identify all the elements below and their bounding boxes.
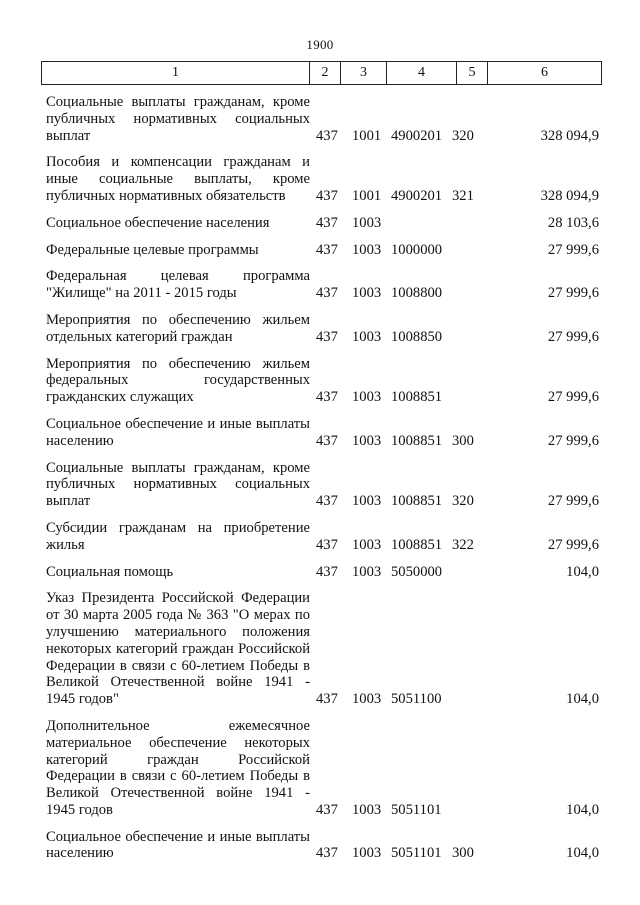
table-row — [46, 154, 602, 204]
row-name: Социальное обеспечение и иные выплаты населению — [46, 828, 310, 862]
target-item-code: 1008851 — [391, 389, 443, 406]
amount: 27 999,6 — [547, 536, 599, 553]
section-code: 1003 — [352, 389, 382, 406]
table-row — [46, 460, 602, 510]
grbs-code: 437 — [316, 389, 338, 406]
target-item-code: 1008851 — [391, 536, 443, 553]
row-codes — [46, 564, 602, 581]
row-codes — [46, 691, 602, 708]
table-header — [41, 61, 602, 85]
row-name: Дополнительное ежемесячное материальное обеспечение некоторых категорий граждан Российской Федерации в связи с 60-летием Победы в Великой Отечественной войне 1941 - 1945 годов — [46, 717, 310, 818]
table-row — [46, 356, 602, 406]
table-row — [46, 94, 602, 144]
table-row — [46, 242, 602, 259]
section-code: 1003 — [352, 563, 382, 580]
column-header-4: 4 — [387, 62, 457, 84]
row-name: Федеральные целевые программы — [46, 241, 259, 258]
row-codes — [46, 802, 602, 819]
grbs-code: 437 — [316, 845, 338, 862]
section-code: 1003 — [352, 285, 382, 302]
row-name: Социальные выплаты гражданам, кроме публичных нормативных социальных выплат — [46, 94, 310, 144]
amount: 104,0 — [566, 563, 599, 580]
section-code: 1001 — [352, 127, 382, 144]
grbs-code: 437 — [316, 127, 338, 144]
column-header-5: 5 — [457, 62, 488, 84]
table-row — [46, 564, 602, 581]
target-item-code: 5050000 — [391, 563, 443, 580]
row-name: Социальное обеспечение и иные выплаты населению — [46, 415, 310, 449]
column-header-2: 2 — [310, 62, 341, 84]
target-item-code: 4900201 — [391, 127, 443, 144]
expense-type-code: 320 — [452, 493, 474, 510]
row-name: Федеральная целевая программа "Жилище" на 2011 - 2015 годы — [46, 268, 310, 302]
amount: 104,0 — [566, 801, 599, 818]
amount: 27 999,6 — [547, 328, 599, 345]
row-name: Субсидии гражданам на приобретение жилья — [46, 519, 310, 553]
column-header-1: 1 — [42, 62, 310, 84]
amount: 27 999,6 — [547, 285, 599, 302]
amount: 104,0 — [566, 691, 599, 708]
target-item-code: 5051100 — [391, 691, 442, 708]
grbs-code: 437 — [316, 536, 338, 553]
target-item-code: 5051101 — [391, 801, 442, 818]
expense-type-code: 300 — [452, 432, 474, 449]
target-item-code: 1000000 — [391, 241, 443, 258]
amount: 27 999,6 — [547, 241, 599, 258]
target-item-code: 4900201 — [391, 187, 443, 204]
grbs-code: 437 — [316, 493, 338, 510]
amount: 328 094,9 — [540, 187, 599, 204]
grbs-code: 437 — [316, 285, 338, 302]
grbs-code: 437 — [316, 214, 338, 231]
amount: 27 999,6 — [547, 389, 599, 406]
row-codes — [46, 242, 602, 259]
section-code: 1003 — [352, 214, 382, 231]
grbs-code: 437 — [316, 328, 338, 345]
section-code: 1003 — [352, 801, 382, 818]
grbs-code: 437 — [316, 432, 338, 449]
amount: 28 103,6 — [547, 214, 599, 231]
row-name: Мероприятия по обеспечению жильем отдельных категорий граждан — [46, 311, 310, 345]
row-codes — [46, 215, 602, 232]
section-code: 1001 — [352, 187, 382, 204]
row-name: Мероприятия по обеспечению жильем федеральных государственных гражданских служащих — [46, 355, 310, 406]
section-code: 1003 — [352, 241, 382, 258]
section-code: 1003 — [352, 432, 382, 449]
target-item-code: 1008850 — [391, 328, 443, 345]
section-code: 1003 — [352, 493, 382, 510]
section-code: 1003 — [352, 691, 382, 708]
expense-type-code: 300 — [452, 845, 474, 862]
expense-type-code: 320 — [452, 127, 474, 144]
row-name: Социальная помощь — [46, 563, 174, 580]
row-codes — [46, 285, 602, 302]
target-item-code: 1008851 — [391, 493, 443, 510]
table-row — [46, 718, 602, 819]
target-item-code: 1008800 — [391, 285, 443, 302]
amount: 27 999,6 — [547, 493, 599, 510]
amount: 27 999,6 — [547, 432, 599, 449]
row-codes — [46, 329, 602, 346]
table-row — [46, 312, 602, 346]
expense-type-code: 322 — [452, 536, 474, 553]
grbs-code: 437 — [316, 187, 338, 204]
expense-type-code: 321 — [452, 187, 474, 204]
grbs-code: 437 — [316, 241, 338, 258]
table-row — [46, 590, 602, 708]
grbs-code: 437 — [316, 563, 338, 580]
page-number: 1900 — [306, 37, 334, 52]
target-item-code: 1008851 — [391, 432, 443, 449]
section-code: 1003 — [352, 845, 382, 862]
row-name: Социальные выплаты гражданам, кроме публичных нормативных социальных выплат — [46, 459, 310, 510]
section-code: 1003 — [352, 328, 382, 345]
column-header-3: 3 — [341, 62, 387, 84]
row-name: Указ Президента Российской Федерации от 30 марта 2005 года № 363 "О мерах по улучшению материального положения некоторых категорий граждан Российской Федерации в связи с 60-летием Победы в Великой Отечественной войне 1941 - 1945 годов" — [46, 590, 310, 708]
row-codes — [46, 493, 602, 510]
row-codes — [46, 128, 602, 145]
table-row — [46, 520, 602, 554]
table-row — [46, 829, 602, 863]
row-name: Социальное обеспечение населения — [46, 214, 270, 231]
row-codes — [46, 845, 602, 862]
row-codes — [46, 433, 602, 450]
target-item-code: 5051101 — [391, 845, 442, 862]
row-codes — [46, 537, 602, 554]
row-codes — [46, 188, 602, 205]
row-codes — [46, 389, 602, 406]
section-code: 1003 — [352, 536, 382, 553]
table-row — [46, 268, 602, 302]
table-row — [46, 416, 602, 450]
table-body — [46, 94, 602, 872]
amount: 328 094,9 — [540, 127, 599, 144]
grbs-code: 437 — [316, 801, 338, 818]
row-name: Пособия и компенсации гражданам и иные социальные выплаты, кроме публичных нормативных обязательств — [46, 154, 310, 204]
column-header-6: 6 — [541, 65, 548, 80]
amount: 104,0 — [566, 845, 599, 862]
table-row — [46, 215, 602, 232]
grbs-code: 437 — [316, 691, 338, 708]
